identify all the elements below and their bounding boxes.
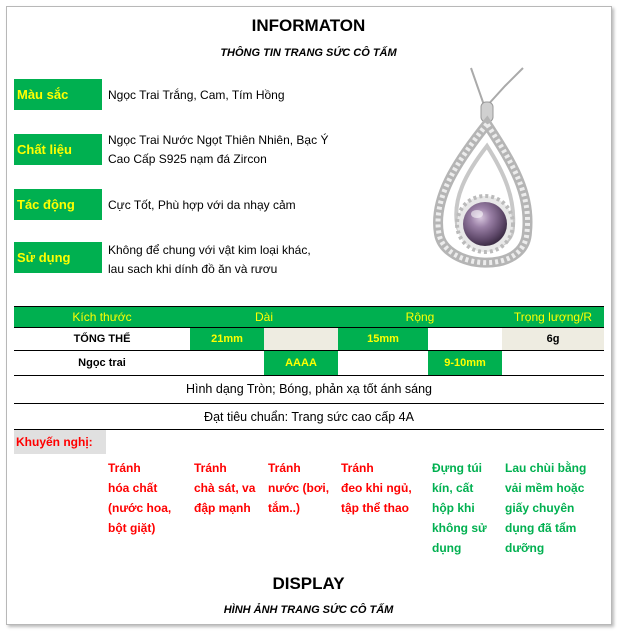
recommend-line: giấy chuyên xyxy=(505,501,575,515)
recommend-line: kín, cất xyxy=(432,481,474,495)
header-weight: Trọng lượng/R xyxy=(502,307,604,327)
page-subtitle: THÔNG TIN TRANG SỨC CÔ TẤM xyxy=(220,47,397,59)
row-overall-length: 21mm xyxy=(190,328,264,350)
recommend-line: Tránh xyxy=(108,461,141,475)
recommend-item-water xyxy=(268,458,329,518)
header-length: Dài xyxy=(190,307,338,327)
recommend-line: nước (bơi, xyxy=(268,481,330,495)
specs-header-row xyxy=(14,306,604,327)
header-size: Kích thước xyxy=(14,307,190,327)
label-material: Chất liệu xyxy=(14,134,102,165)
recommend-item-impact xyxy=(194,458,255,518)
row-overall-name: TỔNG THỂ xyxy=(73,333,131,345)
recommend-item-chemicals xyxy=(108,458,171,538)
recommend-line: đeo khi ngủ, xyxy=(341,481,412,495)
row-overall-blank xyxy=(428,328,502,350)
value-material-line: Cao Cấp S925 nạm đá Zircon xyxy=(108,152,267,166)
recommend-line: Tránh xyxy=(341,461,374,475)
recommend-line: không sử xyxy=(432,521,487,535)
recommend-line: dưỡng xyxy=(505,541,545,555)
standard-note: Đạt tiêu chuẩn: Trang sức cao cấp 4A xyxy=(14,403,604,429)
value-effect-line: Cực Tốt, Phù hợp với da nhạy cảm xyxy=(108,198,296,212)
shape-note: Hình dạng Tròn; Bóng, phản xạ tốt ánh sáng xyxy=(14,375,604,402)
row-overall-weight: 6g xyxy=(502,328,604,350)
display-title: DISPLAY xyxy=(272,574,345,593)
row-pearl-size: 9-10mm xyxy=(428,351,502,375)
value-usage-line: Không để chung với vật kim loại khác, xyxy=(108,243,311,257)
specs-row-overall xyxy=(14,327,604,350)
recommend-line: (nước hoa, xyxy=(108,501,172,515)
label-color: Màu sắc xyxy=(14,79,102,110)
pearl-pendant-image xyxy=(425,64,533,286)
recommend-item-cleaning xyxy=(505,458,586,558)
recommend-label: Khuyến nghị: xyxy=(14,430,106,454)
value-usage-line: lau sach khi dính đồ ăn và rươu xyxy=(108,262,278,276)
row-pearl-blank xyxy=(338,351,428,375)
recommend-line: chà sát, va xyxy=(194,481,256,495)
value-material xyxy=(108,131,328,169)
row-pearl-name: Ngọc trai xyxy=(78,357,126,369)
row-overall-blank xyxy=(264,328,338,350)
recommend-line: bột giặt) xyxy=(108,521,156,535)
recommend-item-sleep xyxy=(341,458,412,518)
recommend-line: Lau chùi bằng xyxy=(505,461,587,475)
recommend-line: tắm..) xyxy=(268,501,301,515)
row-pearl-blank xyxy=(190,351,264,375)
value-usage xyxy=(108,241,311,279)
specs-row-pearl xyxy=(14,350,604,375)
display-subtitle: HÌNH ẢNH TRANG SỨC CÔ TẤM xyxy=(223,604,394,616)
value-color-line: Ngọc Trai Trắng, Cam, Tím Hồng xyxy=(108,88,285,102)
recommend-line: hóa chất xyxy=(108,481,158,495)
row-overall-width: 15mm xyxy=(338,328,428,350)
recommend-line: Đựng túi xyxy=(432,461,483,475)
recommend-line: Tránh xyxy=(268,461,301,475)
value-color xyxy=(108,86,285,105)
label-usage: Sử dụng xyxy=(14,242,102,273)
page-title: INFORMATON xyxy=(251,16,366,35)
row-pearl-blank xyxy=(502,351,604,375)
label-effect: Tác động xyxy=(14,189,102,220)
recommend-line: tập thể thao xyxy=(341,501,409,515)
value-effect xyxy=(108,196,296,215)
recommend-line: hộp khi xyxy=(432,501,475,515)
row-pearl-grade: AAAA xyxy=(264,351,338,375)
recommend-line: Tránh xyxy=(194,461,227,475)
recommend-line: vải mềm hoặc xyxy=(505,481,585,495)
recommend-line: đập mạnh xyxy=(194,501,251,515)
recommend-item-storage xyxy=(432,458,487,558)
recommend-line: dụng đã tẩm xyxy=(505,521,577,535)
recommend-line: dụng xyxy=(432,541,462,555)
header-width: Rộng xyxy=(338,307,502,327)
value-material-line: Ngọc Trai Nước Ngọt Thiên Nhiên, Bạc Ý xyxy=(108,133,329,147)
